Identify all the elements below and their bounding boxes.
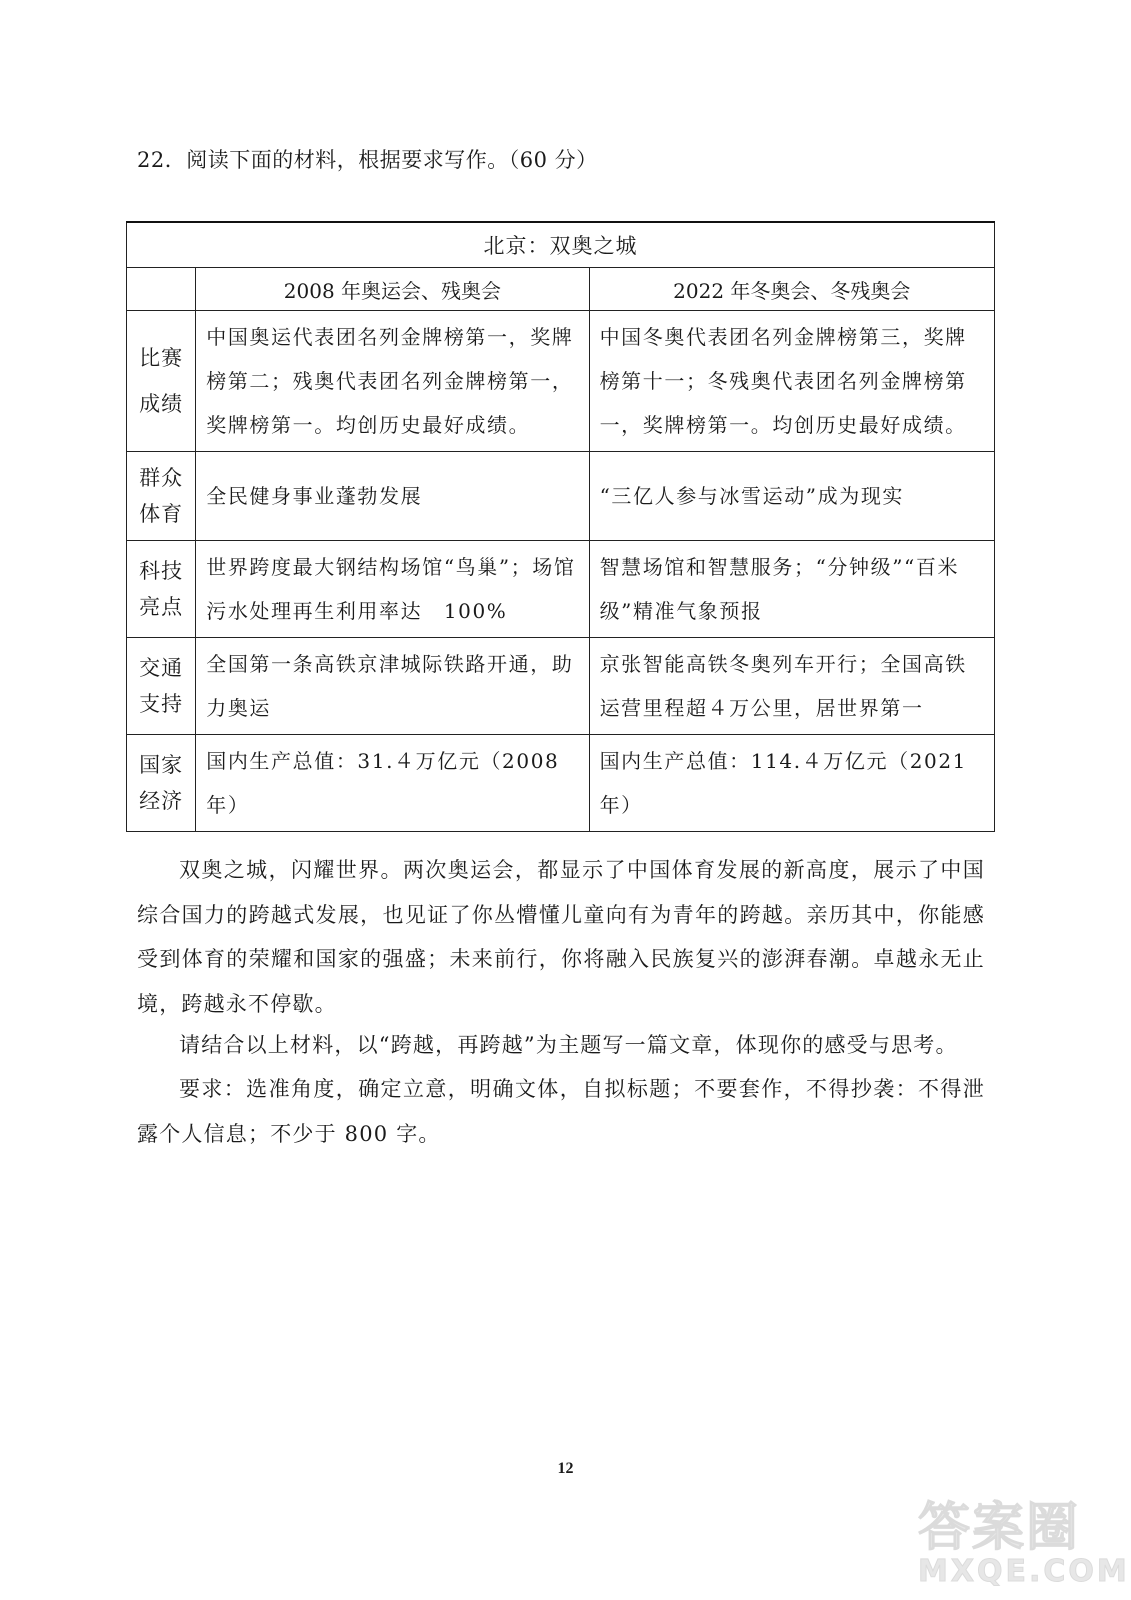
- column-header-2008: 2008 年奥运会、残奥会: [196, 268, 589, 311]
- row-label-line: 成绩: [139, 392, 184, 416]
- table-row: [127, 735, 995, 832]
- row-label-results: [127, 311, 196, 452]
- row-label-line: 交通: [139, 656, 184, 680]
- cell-2022-mass-sports: “三亿人参与冰雪运动”成为现实: [589, 452, 994, 541]
- question-header: 22．阅读下面的材料，根据要求写作。（60 分）: [137, 148, 598, 172]
- row-label-line: 群众: [139, 466, 184, 490]
- row-label-line: 科技: [139, 559, 184, 583]
- column-header-2022: 2022 年冬奥会、冬残奥会: [589, 268, 994, 311]
- cell-2008-results: 中国奥运代表团名列金牌榜第一，奖牌榜第二；残奥代表团名列金牌榜第一，奖牌榜第一。均创历史最好成绩。: [196, 311, 589, 452]
- table-row: [127, 311, 995, 452]
- row-label-transport: [127, 638, 196, 735]
- requirements-paragraph: 要求：选准角度，确定立意，明确文体，自拟标题；不要套作，不得抄袭：不得泄露个人信息；不少于 800 字。: [137, 1077, 985, 1146]
- material-table: [126, 221, 995, 832]
- table-corner-cell: [127, 268, 196, 311]
- row-label-line: 亮点: [139, 595, 184, 619]
- table-title: 北京：双奥之城: [127, 222, 995, 268]
- row-label-line: 比赛: [139, 346, 184, 370]
- cell-2008-transport: 全国第一条高铁京津城际铁路开通，助力奥运: [196, 638, 589, 735]
- cell-2008-mass-sports: 全民健身事业蓬勃发展: [196, 452, 589, 541]
- row-label-line: 国家: [139, 753, 184, 777]
- cell-2022-technology: 智慧场馆和智慧服务；“分钟级”“百米级”精准气象预报: [589, 541, 994, 638]
- cell-2022-results: 中国冬奥代表团名列金牌榜第三，奖牌榜第十一；冬残奥代表团名列金牌榜第一，奖牌榜第一。均创历史最好成绩。: [589, 311, 994, 452]
- watermark-logo: [918, 1498, 1130, 1594]
- table-row: [127, 638, 995, 735]
- table-row: [127, 452, 995, 541]
- row-label-line: 支持: [139, 692, 184, 716]
- watermark-bottom-text: MXQE.COM: [918, 1554, 1130, 1589]
- instruction-paragraph: 请结合以上材料，以“跨越，再跨越”为主题写一篇文章，体现你的感受与思考。: [179, 1033, 958, 1057]
- row-label-line: 体育: [139, 502, 184, 526]
- page-number: 12: [557, 1460, 574, 1477]
- cell-2022-economy: 国内生产总值：114.４万亿元（2021 年）: [589, 735, 994, 832]
- cell-2008-economy: 国内生产总值：31.４万亿元（2008 年）: [196, 735, 589, 832]
- cell-2008-technology: 世界跨度最大钢结构场馆“鸟巢”；场馆污水处理再生利用率达 100%: [196, 541, 589, 638]
- material-paragraph: 双奥之城，闪耀世界。两次奥运会，都显示了中国体育发展的新高度，展示了中国综合国力的跨越式发展，也见证了你丛懵懂儿童向有为青年的跨越。亲历其中，你能感受到体育的荣耀和国家的强盛；未来前行，你将融入民族复兴的澎湃春潮。卓越永无止境，跨越永不停歇。: [137, 858, 985, 1016]
- row-label-mass-sports: [127, 452, 196, 541]
- row-label-technology: [127, 541, 196, 638]
- row-label-economy: [127, 735, 196, 832]
- watermark-top-text: 答案圈: [918, 1498, 1081, 1558]
- cell-2022-transport: 京张智能高铁冬奥列车开行；全国高铁运营里程超４万公里，居世界第一: [589, 638, 994, 735]
- row-label-line: 经济: [139, 789, 184, 813]
- table-row: [127, 541, 995, 638]
